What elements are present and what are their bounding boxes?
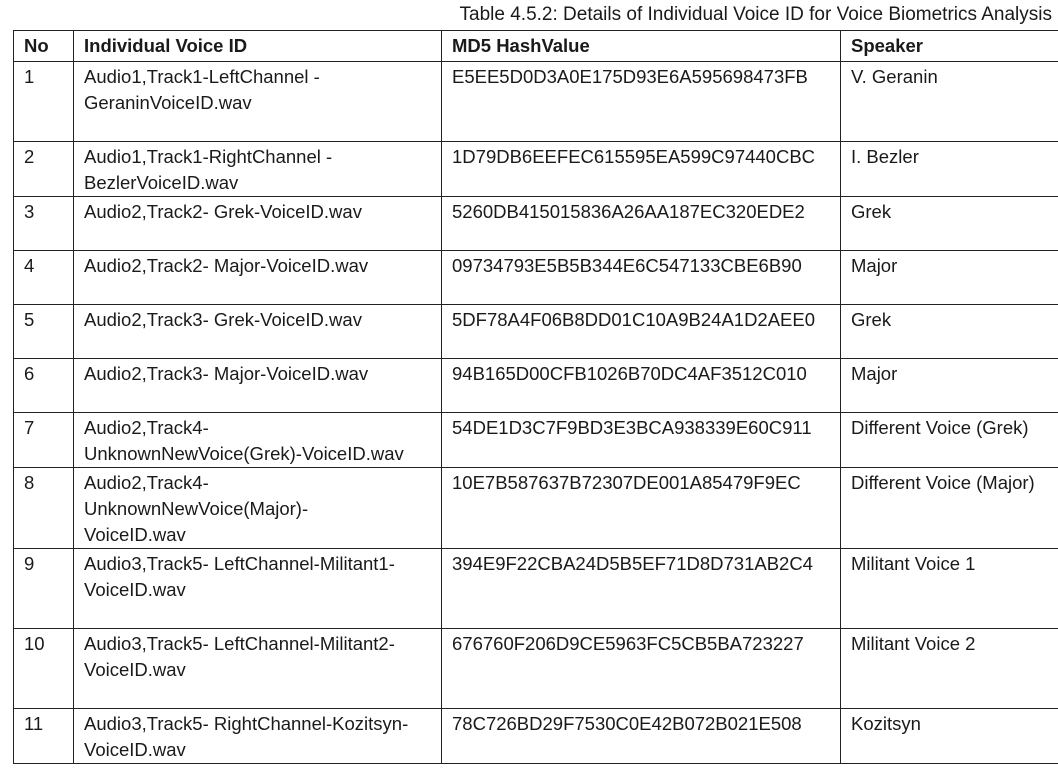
cell-voice-id-text: Audio2,Track3- Major-VoiceID.wav [84,363,369,384]
cell-speaker [841,62,1058,142]
cell-speaker [841,251,1058,305]
cell-no [14,413,74,468]
cell-md5-hash-text: 5260DB415015836A26AA187EC320EDE2 [452,201,805,222]
cell-speaker [841,549,1058,629]
cell-voice-id-text: Audio3,Track5- LeftChannel-Militant2- VoiceID.wav [84,633,395,680]
cell-speaker [841,709,1058,764]
cell-voice-id-text: Audio2,Track2- Grek-VoiceID.wav [84,201,362,222]
cell-speaker [841,142,1058,197]
cell-no [14,359,74,413]
cell-voice-id [74,629,442,709]
cell-speaker-text: I. Bezler [851,146,919,167]
cell-no-text: 7 [24,417,35,438]
cell-speaker [841,359,1058,413]
table-row [14,549,1058,629]
cell-md5-hash-text: E5EE5D0D3A0E175D93E6A595698473FB [452,66,808,87]
table-row [14,305,1058,359]
cell-voice-id [74,413,442,468]
cell-no-text: 10 [24,633,45,654]
cell-voice-id [74,709,442,764]
cell-voice-id [74,549,442,629]
cell-no [14,142,74,197]
table-row [14,629,1058,709]
cell-no [14,62,74,142]
cell-md5-hash [442,413,841,468]
cell-voice-id-text: Audio3,Track5- RightChannel-Kozitsyn- VoiceID.wav [84,713,409,760]
table-row [14,142,1058,197]
cell-speaker [841,468,1058,549]
table-row [14,62,1058,142]
cell-md5-hash-text: 09734793E5B5B344E6C547133CBE6B90 [452,255,802,276]
table-caption: Table 4.5.2: Details of Individual Voice ID for Voice Biometrics Analysis [459,4,1052,25]
table-row [14,251,1058,305]
cell-speaker-text: Major [851,255,898,276]
cell-voice-id [74,62,442,142]
cell-no [14,305,74,359]
cell-no-text: 4 [24,255,35,276]
cell-voice-id [74,197,442,251]
cell-no-text: 9 [24,553,35,574]
cell-md5-hash [442,709,841,764]
cell-no [14,251,74,305]
cell-no [14,629,74,709]
cell-speaker [841,305,1058,359]
cell-speaker-text: Militant Voice 2 [851,633,976,654]
cell-speaker [841,197,1058,251]
table-header-row [14,31,1058,62]
cell-voice-id-text: Audio2,Track4- UnknownNewVoice(Grek)-VoiceID.wav [84,417,404,464]
table-row [14,468,1058,549]
cell-voice-id-text: Audio3,Track5- LeftChannel-Militant1- VoiceID.wav [84,553,395,600]
cell-voice-id-text: Audio2,Track4- UnknownNewVoice(Major)- VoiceID.wav [84,472,309,545]
cell-voice-id-text: Audio2,Track3- Grek-VoiceID.wav [84,309,362,330]
cell-voice-id-text: Audio2,Track2- Major-VoiceID.wav [84,255,369,276]
cell-no-text: 3 [24,201,35,222]
cell-md5-hash-text: 94B165D00CFB1026B70DC4AF3512C010 [452,363,807,384]
cell-md5-hash-text: 394E9F22CBA24D5B5EF71D8D731AB2C4 [452,553,813,574]
cell-no-text: 2 [24,146,35,167]
cell-md5-hash [442,305,841,359]
cell-md5-hash-text: 1D79DB6EEFEC615595EA599C97440CBC [452,146,816,167]
cell-md5-hash [442,629,841,709]
header-speaker: Speaker [841,31,1058,62]
cell-voice-id [74,305,442,359]
cell-speaker-text: Different Voice (Grek) [851,417,1029,438]
cell-md5-hash-text: 5DF78A4F06B8DD01C10A9B24A1D2AEE0 [452,309,816,330]
table-row [14,197,1058,251]
cell-no-text: 8 [24,472,35,493]
cell-no [14,549,74,629]
cell-md5-hash [442,359,841,413]
cell-speaker [841,629,1058,709]
cell-no-text: 6 [24,363,35,384]
header-md5-hash: MD5 HashValue [442,31,841,62]
cell-voice-id [74,251,442,305]
cell-md5-hash [442,549,841,629]
cell-voice-id-text: Audio1,Track1-RightChannel - BezlerVoiceID.wav [84,146,333,193]
cell-speaker-text: Major [851,363,898,384]
cell-md5-hash [442,142,841,197]
cell-speaker [841,413,1058,468]
cell-voice-id-text: Audio1,Track1-LeftChannel - GeraninVoiceID.wav [84,66,320,113]
cell-md5-hash-text: 54DE1D3C7F9BD3E3BCA938339E60C911 [452,417,812,438]
cell-md5-hash-text: 78C726BD29F7530C0E42B072B021E508 [452,713,802,734]
cell-voice-id [74,468,442,549]
cell-md5-hash [442,197,841,251]
cell-no-text: 5 [24,309,35,330]
cell-no [14,197,74,251]
header-no: No [14,31,74,62]
voice-id-table [13,30,1058,764]
cell-speaker-text: V. Geranin [851,66,938,87]
cell-voice-id [74,142,442,197]
table-body [14,62,1058,764]
cell-speaker-text: Grek [851,309,892,330]
cell-md5-hash [442,251,841,305]
cell-md5-hash [442,62,841,142]
cell-no [14,709,74,764]
cell-no-text: 11 [24,713,44,734]
cell-speaker-text: Different Voice (Major) [851,472,1035,493]
table-row [14,359,1058,413]
cell-md5-hash-text: 676760F206D9CE5963FC5CB5BA723227 [452,633,804,654]
table-row [14,709,1058,764]
cell-speaker-text: Kozitsyn [851,713,921,734]
cell-speaker-text: Grek [851,201,892,222]
cell-no [14,468,74,549]
cell-md5-hash [442,468,841,549]
cell-speaker-text: Militant Voice 1 [851,553,976,574]
cell-md5-hash-text: 10E7B587637B72307DE001A85479F9EC [452,472,801,493]
table-row [14,413,1058,468]
header-voice-id: Individual Voice ID [74,31,442,62]
cell-no-text: 1 [24,66,35,87]
cell-voice-id [74,359,442,413]
